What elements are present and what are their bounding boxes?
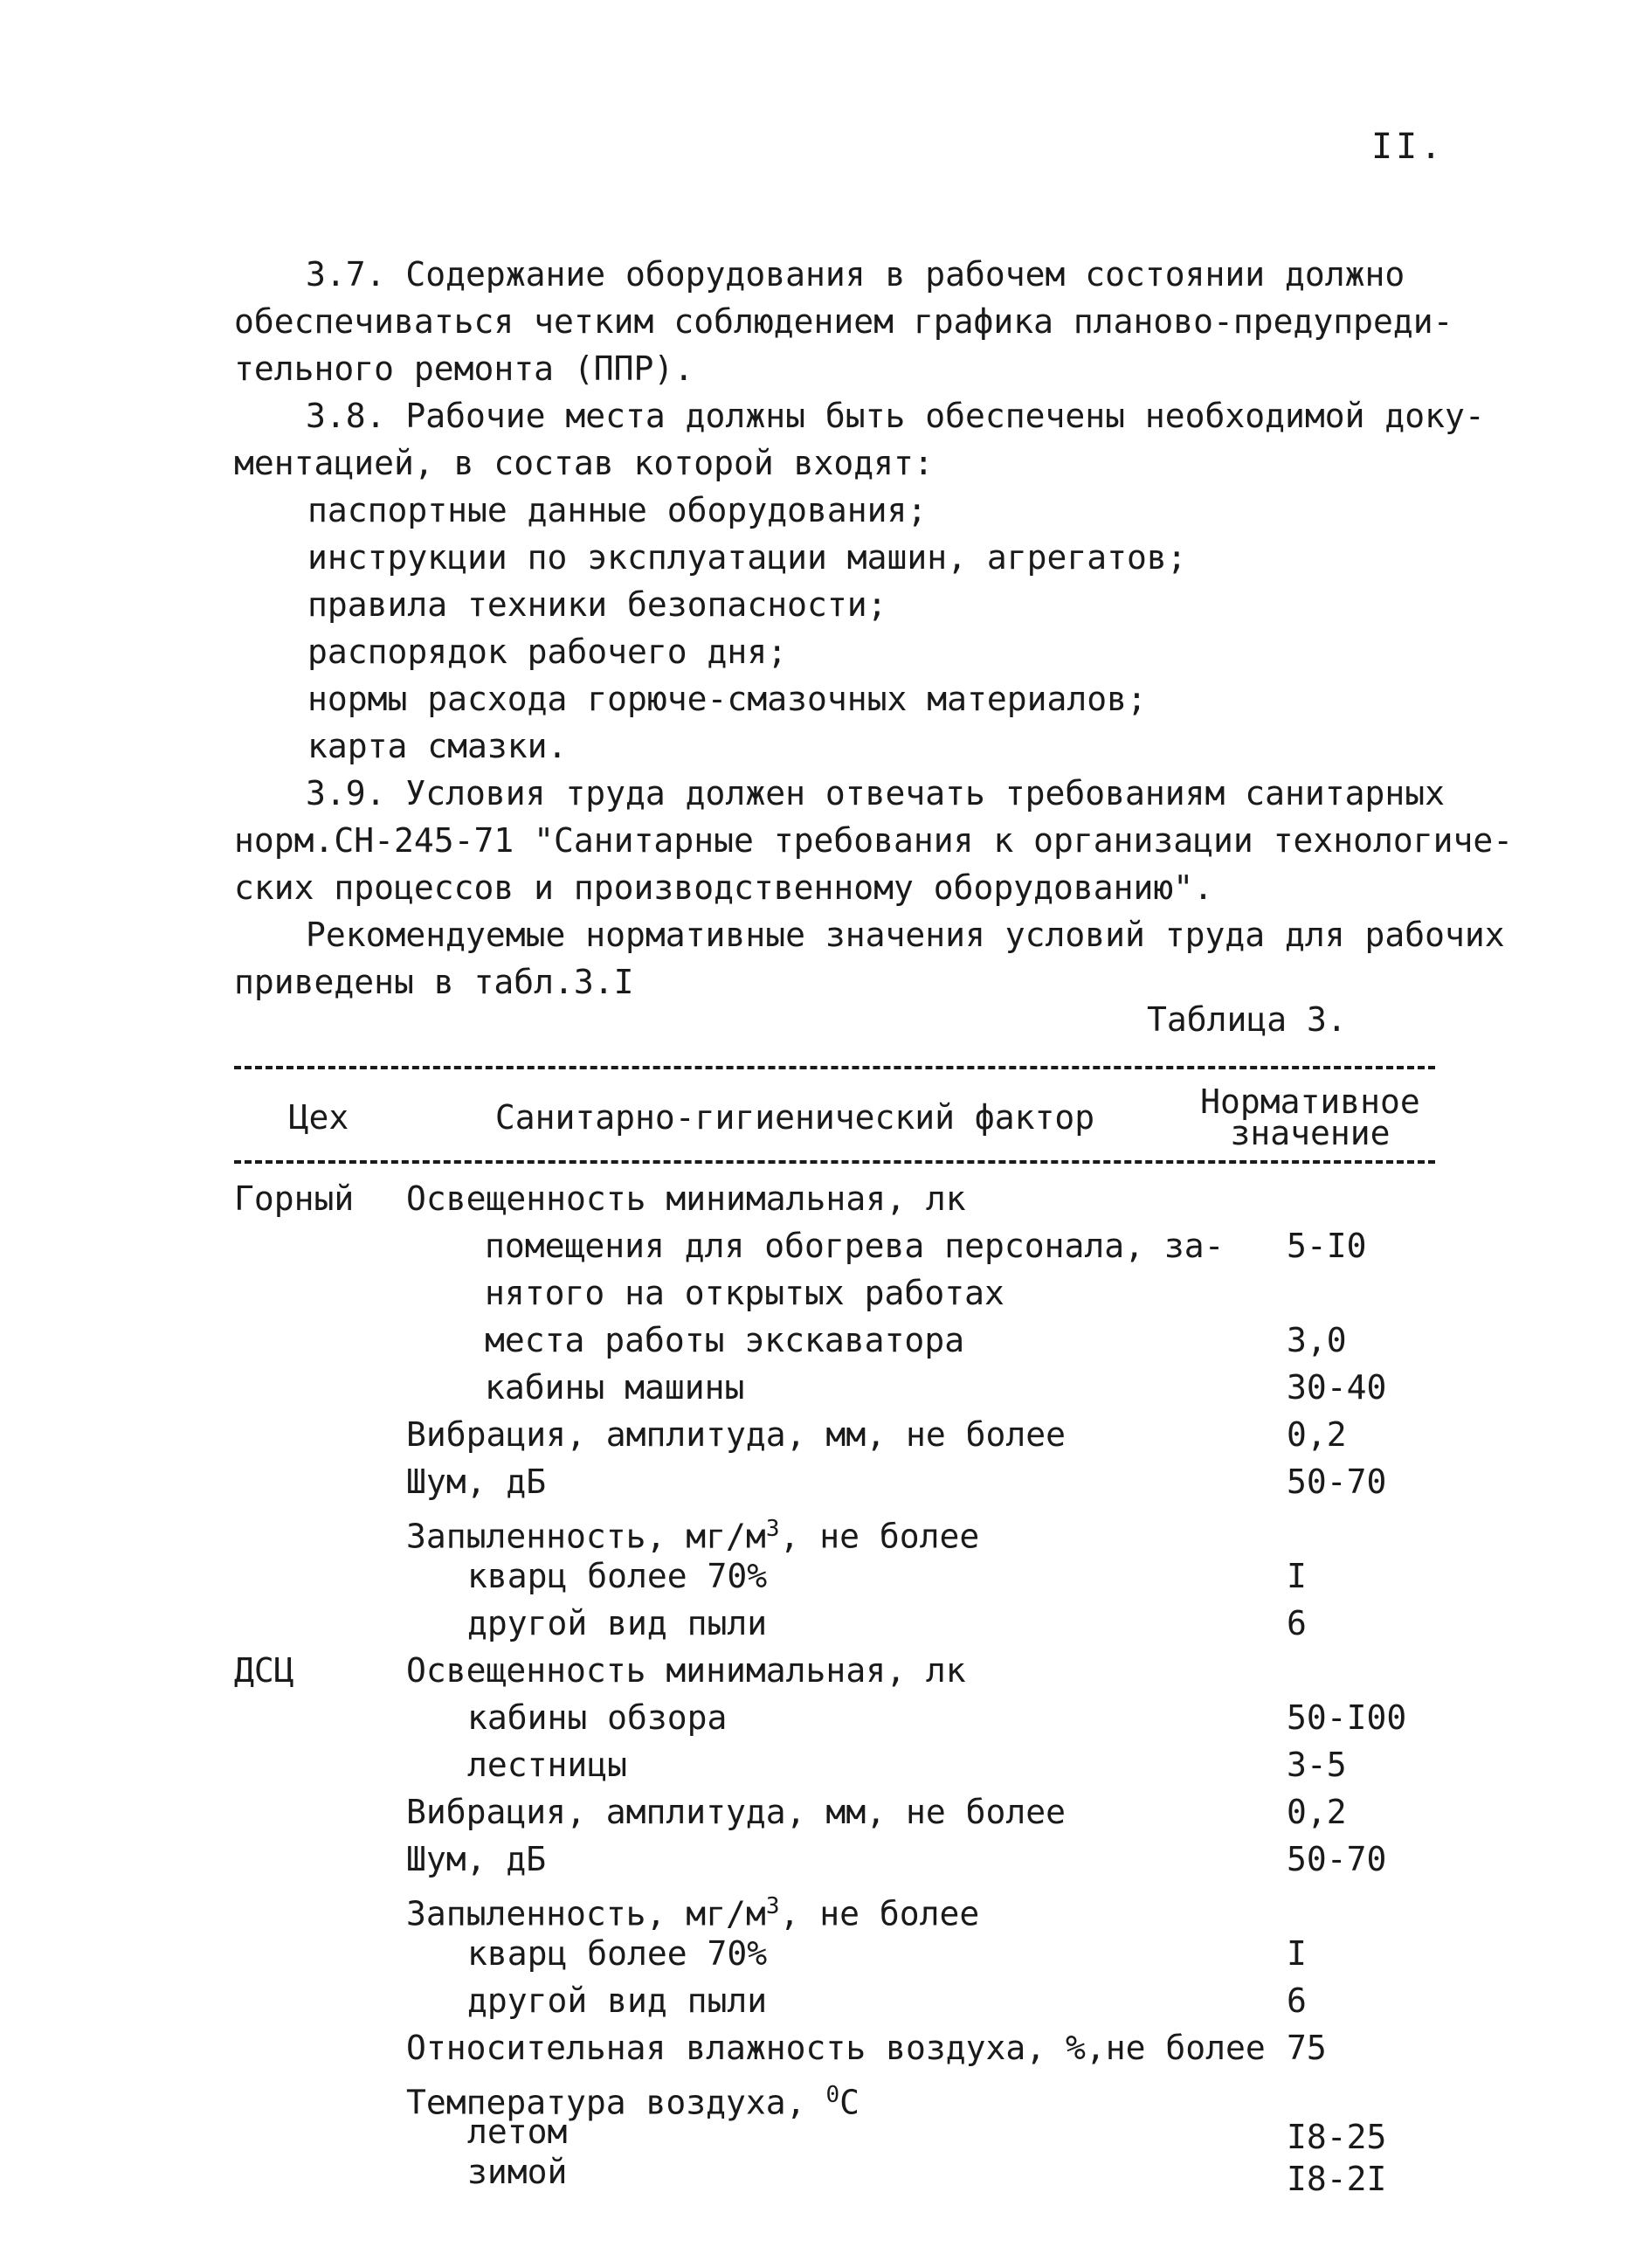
table-cell-value: I8-2I	[1287, 2160, 1387, 2198]
table-cell-value: 6	[1287, 1981, 1307, 2020]
table-cell-factor: другой вид пыли	[467, 1604, 768, 1642]
table-cell-factor: помещения для обогрева персонала, за-	[485, 1227, 1225, 1265]
paragraph-3-7-line-3: тельного ремонта (ППР).	[234, 349, 694, 388]
list-item: инструкции по эксплуатации машин, агрегатов;	[307, 538, 1187, 577]
table-cell-factor: кабины машины	[485, 1368, 745, 1407]
paragraph-3-7-line-2: обеспечиваться четким соблюдением графика планово-предупреди-	[234, 302, 1453, 341]
table-cell-factor: зимой	[467, 2153, 568, 2191]
header-value-line-2: значение	[1230, 1114, 1391, 1152]
table-cell-value: I	[1287, 1934, 1307, 1973]
table-cell-factor: места работы экскаватора	[485, 1321, 965, 1359]
table-cell-value: 50-I00	[1287, 1698, 1407, 1737]
table-cell-factor: Температура воздуха, $^0$С	[406, 2082, 859, 2122]
table-cell-factor: летом	[467, 2112, 568, 2151]
table-cell-value: 75	[1287, 2029, 1327, 2067]
table-cell-value: 3,0	[1287, 1321, 1347, 1359]
list-item: карта смазки.	[307, 727, 568, 765]
table-cell-factor: Вибрация, амплитуда, мм, не более	[406, 1415, 1066, 1454]
paragraph-3-9-line-3: ских процессов и производственному оборудованию".	[234, 868, 1214, 907]
paragraph-3-8-line-1: 3.8. Рабочие места должны быть обеспечены необходимой доку-	[306, 397, 1485, 435]
table-cell-value: 0,2	[1287, 1415, 1347, 1454]
table-cell-value: 0,2	[1287, 1793, 1347, 1831]
table-cell-value: 6	[1287, 1604, 1307, 1642]
table-cell-factor: Шум, дБ	[406, 1840, 547, 1878]
paragraph-recommend-line-1: Рекомендуемые нормативные значения условий труда для рабочих	[306, 916, 1505, 954]
page-number: II.	[1371, 127, 1446, 167]
table-header-rule	[234, 1160, 1435, 1164]
table-cell-value: 50-70	[1287, 1462, 1387, 1501]
table-cell-value: 3-5	[1287, 1746, 1347, 1784]
table-top-rule	[234, 1066, 1435, 1069]
table-cell-factor: кварц более 70%	[467, 1934, 768, 1973]
table-cell-factor: кабины обзора	[467, 1698, 728, 1737]
table-cell-factor: Запыленность, $мг/м^3$, не более	[406, 1893, 980, 1933]
table-cell-value: I	[1287, 1557, 1307, 1595]
table-cell-factor: другой вид пыли	[467, 1981, 768, 2020]
table-cell-value: 30-40	[1287, 1368, 1387, 1407]
table-cell-factor: Освещенность минимальная, лк	[406, 1651, 966, 1690]
table-cell-factor: Освещенность минимальная, лк	[406, 1179, 966, 1218]
list-item: паспортные данные оборудования;	[307, 491, 928, 529]
list-item: правила техники безопасности;	[307, 585, 887, 624]
paragraph-3-9-line-2: норм.СН-245-71 "Санитарные требования к организации технологиче-	[234, 821, 1514, 860]
header-factor: Санитарно-гигиенический фактор	[494, 1098, 1095, 1137]
paragraph-recommend-line-2: приведены в табл.3.I	[234, 963, 634, 1001]
header-value-line-1: Нормативное	[1200, 1082, 1420, 1121]
table-cell-value: 5-I0	[1287, 1227, 1367, 1265]
table-cell-value: I8-25	[1287, 2118, 1387, 2156]
table-cell-factor: лестницы	[467, 1746, 628, 1784]
table-cell-shop: ДСЦ	[234, 1651, 294, 1690]
table-cell-factor: нятого на открытых работах	[485, 1274, 1004, 1312]
table-cell-factor: Запыленность, $мг/м^3$, не более	[406, 1516, 980, 1556]
paragraph-3-7-line-1: 3.7. Содержание оборудования в рабочем состоянии должно	[306, 255, 1405, 294]
table-caption: Таблица 3.	[1147, 1000, 1347, 1039]
table-cell-factor: Шум, дБ	[406, 1462, 547, 1501]
paragraph-3-9-line-1: 3.9. Условия труда должен отвечать требованиям санитарных	[306, 774, 1446, 812]
header-shop: Цех	[288, 1098, 349, 1137]
paragraph-3-8-line-2: ментацией, в состав которой входят:	[234, 444, 934, 482]
table-cell-factor: кварц более 70%	[467, 1557, 768, 1595]
list-item: нормы расхода горюче-смазочных материалов;	[307, 680, 1147, 718]
table-cell-factor: Относительная влажность воздуха, %,не более	[406, 2029, 1266, 2067]
list-item: распорядок рабочего дня;	[307, 633, 788, 671]
table-cell-factor: Вибрация, амплитуда, мм, не более	[406, 1793, 1066, 1831]
table-cell-value: 50-70	[1287, 1840, 1387, 1878]
table-cell-shop: Горный	[234, 1179, 355, 1218]
